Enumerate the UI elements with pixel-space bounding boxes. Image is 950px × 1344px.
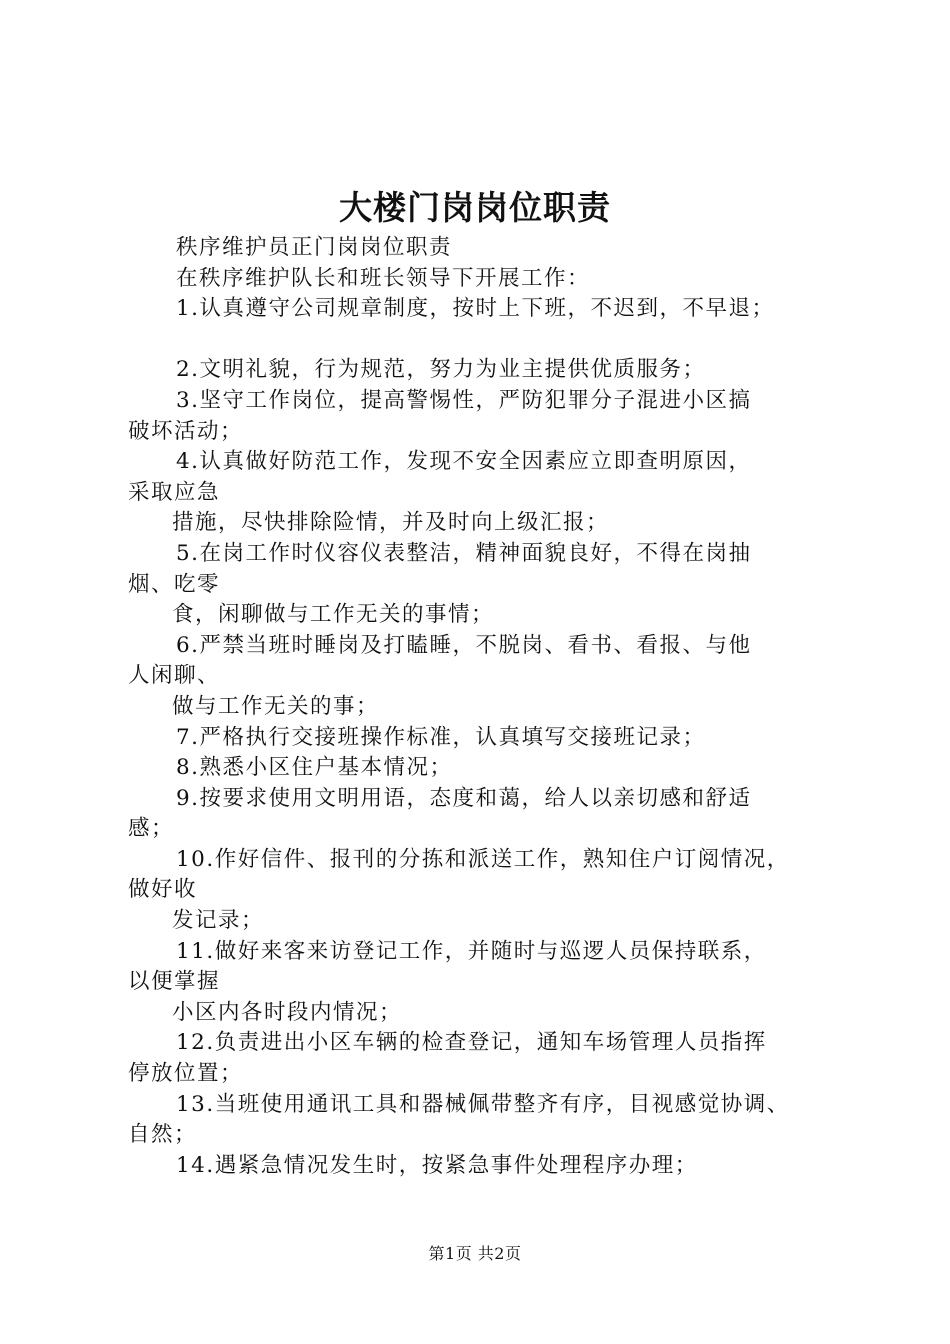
paragraph-line: 14.遇紧急情况发生时，按紧急事件处理程序办理； (176, 1152, 698, 1178)
paragraph-line: 12.负责进出小区车辆的检查登记，通知车场管理人员指挥 (176, 1030, 767, 1056)
paragraph-line: 自然； (128, 1122, 198, 1148)
paragraph-line: 烟、吃零 (128, 571, 221, 597)
paragraph-line: 感； (128, 816, 175, 842)
paragraph-line: 破坏活动； (128, 418, 244, 444)
paragraph-line: 9.按要求使用文明用语，态度和蔼，给人以亲切感和舒适 (176, 785, 752, 811)
paragraph-line: 发记录； (172, 908, 265, 934)
paragraph-line: 8.熟悉小区住户基本情况； (176, 755, 453, 781)
paragraph-line: 4.认真做好防范工作，发现不安全因素应立即查明原因， (176, 449, 752, 475)
paragraph-line: 做好收 (128, 877, 198, 903)
paragraph-line: 采取应急 (128, 479, 221, 505)
paragraph-line: 措施，尽快排除险情，并及时向上级汇报； (172, 510, 610, 536)
paragraph-line: 做与工作无关的事； (172, 693, 380, 719)
paragraph-line: 3.坚守工作岗位，提高警惕性，严防犯罪分子混进小区搞 (176, 387, 752, 413)
paragraph-line: 1.认真遵守公司规章制度，按时上下班，不迟到，不早退； (176, 296, 775, 322)
paragraph-line: 停放位置； (128, 1061, 244, 1087)
document-title: 大楼门岗岗位职责 (339, 188, 611, 227)
paragraph-line: 6.严禁当班时睡岗及打瞌睡，不脱岗、看书、看报、与他 (176, 632, 752, 658)
paragraph-line: 10.作好信件、报刊的分拣和派送工作，熟知住户订阅情况， (176, 846, 790, 872)
paragraph-line: 13.当班使用通讯工具和器械佩带整齐有序，目视感觉协调、 (176, 1091, 790, 1117)
paragraph-line: 食，闲聊做与工作无关的事情； (172, 602, 495, 628)
paragraph-line: 5.在岗工作时仪容仪表整洁，精神面貌良好，不得在岗抽 (176, 540, 752, 566)
paragraph-line: 在秩序维护队长和班长领导下开展工作： (176, 265, 591, 291)
paragraph-line: 人闲聊、 (128, 663, 221, 689)
paragraph-line: 以便掌握 (128, 969, 221, 995)
paragraph-line: 7.严格执行交接班操作标准，认真填写交接班记录； (176, 724, 706, 750)
paragraph-line: 11.做好来客来访登记工作，并随时与巡逻人员保持联系， (176, 938, 767, 964)
paragraph-line: 小区内各时段内情况； (172, 999, 403, 1025)
paragraph-line: 秩序维护员正门岗岗位职责 (176, 235, 453, 260)
document-body (128, 233, 848, 1181)
paragraph-line: 2.文明礼貌，行为规范，努力为业主提供优质服务； (176, 357, 706, 383)
blank-line (128, 325, 848, 356)
page-footer: 第1页 共2页 (428, 1244, 522, 1263)
